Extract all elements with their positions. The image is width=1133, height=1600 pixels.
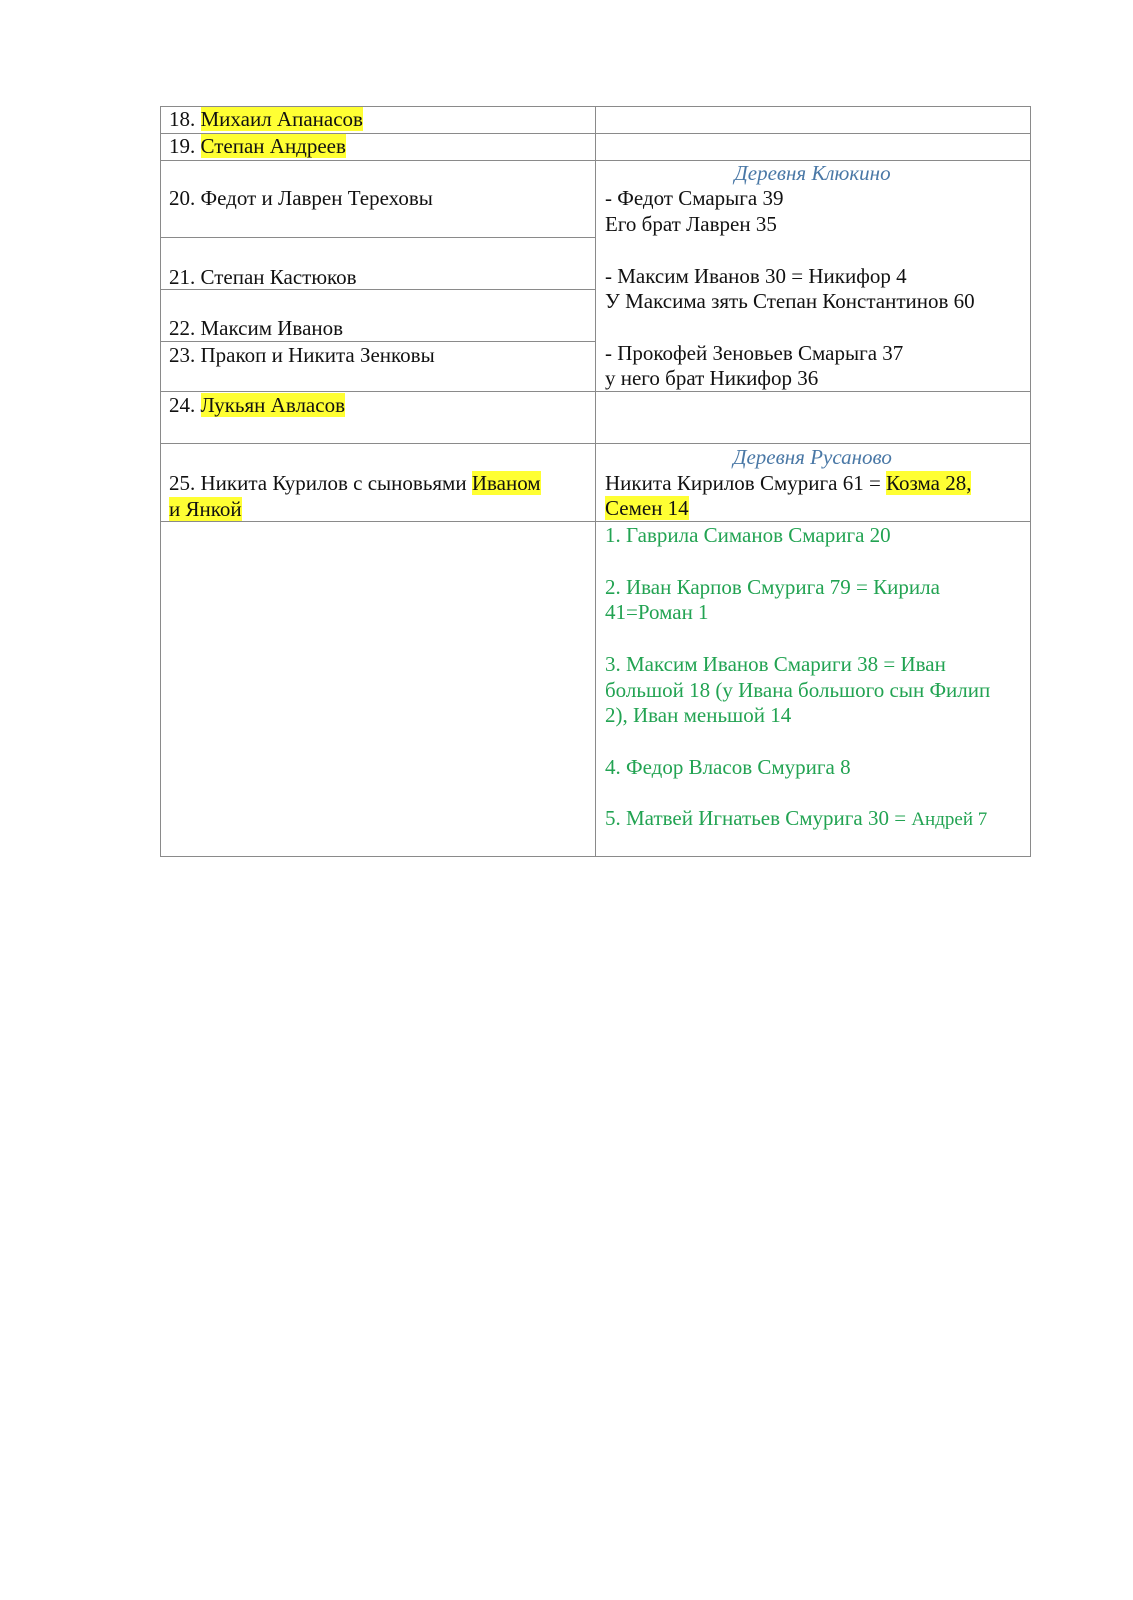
- green-list-text-small: Андрей 7: [911, 809, 988, 830]
- entry-25: [169, 470, 541, 496]
- rusanovo-highlighted: Семен 14: [605, 496, 689, 520]
- green-list-item: [605, 805, 987, 833]
- row-divider: [160, 521, 1031, 522]
- green-list-item: 4. Федор Власов Смурига 8: [605, 755, 851, 779]
- entry-number: 24.: [169, 393, 201, 417]
- table-border-left: [160, 106, 161, 856]
- village-heading-klyukino: Деревня Клюкино: [734, 161, 891, 185]
- entry-name-highlighted: и Янкой: [169, 497, 242, 521]
- green-list-item: 3. Максим Иванов Смариги 38 = Иван: [605, 652, 946, 676]
- klyukino-line: У Максима зять Степан Константинов 60: [605, 289, 975, 313]
- green-list-item: 41=Роман 1: [605, 600, 709, 624]
- green-list-item: 1. Гаврила Симанов Смарига 20: [605, 523, 891, 547]
- entry-25-continued: [169, 496, 242, 522]
- table-border-bottom: [160, 856, 1031, 857]
- entry-number: 19.: [169, 134, 201, 158]
- entry-20: 20. Федот и Лаврен Тереховы: [169, 186, 433, 210]
- green-list-item: 2), Иван меньшой 14: [605, 703, 792, 727]
- entry-19: [169, 133, 346, 159]
- entry-name-highlighted: Степан Андреев: [200, 134, 346, 158]
- rusanovo-highlighted: Козма 28,: [886, 471, 972, 495]
- rusanovo-line: [605, 470, 971, 496]
- green-list-item: 2. Иван Карпов Смурига 79 = Кирила: [605, 575, 940, 599]
- rusanovo-text: Никита Кирилов Смурига 61 =: [605, 471, 887, 495]
- entry-name-highlighted: Михаил Апанасов: [200, 107, 363, 131]
- entry-number: 18.: [169, 107, 201, 131]
- entry-name-highlighted: Иваном: [471, 471, 541, 495]
- entry-22: 22. Максим Иванов: [169, 316, 344, 340]
- entry-23: 23. Пракоп и Никита Зенковы: [169, 343, 435, 367]
- rusanovo-line: [605, 495, 689, 521]
- table-border-middle: [595, 106, 596, 856]
- entry-18: [169, 106, 363, 132]
- entry-24: [169, 392, 345, 418]
- table-border-right: [1030, 106, 1031, 856]
- klyukino-line: - Прокофей Зеновьев Смарыга 37: [605, 341, 904, 365]
- klyukino-line: - Федот Смарыга 39: [605, 186, 784, 210]
- klyukino-line: у него брат Никифор 36: [605, 366, 819, 390]
- klyukino-line: - Максим Иванов 30 = Никифор 4: [605, 264, 907, 288]
- left-row-divider: [160, 237, 595, 238]
- entry-21: 21. Степан Кастюков: [169, 265, 357, 289]
- klyukino-line: Его брат Лаврен 35: [605, 212, 777, 236]
- green-list-text: 5. Матвей Игнатьев Смурига 30 =: [605, 806, 912, 830]
- village-heading-rusanovo: Деревня Русаново: [733, 445, 892, 469]
- green-list-item: большой 18 (у Ивана большого сын Филип: [605, 678, 991, 702]
- entry-name-highlighted: Лукьян Авласов: [200, 393, 345, 417]
- entry-text: 25. Никита Курилов с сыновьями: [169, 471, 472, 495]
